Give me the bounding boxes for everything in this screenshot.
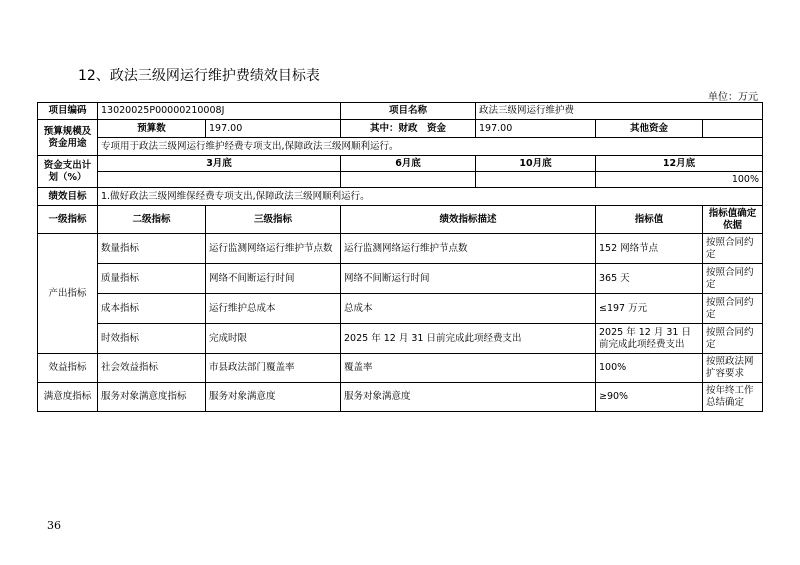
col-header-description: 绩效指标描述 [341,206,596,234]
plan-label: 资金支出计划（%） [38,156,98,188]
finance-fund-value: 197.00 [476,120,596,138]
table-row [38,234,763,264]
plan-m10-value [476,172,596,188]
indicator-value: 152 网络节点 [596,234,703,264]
indicator-basis: 按照合同约定 [703,234,763,264]
col-header-level3: 三级指标 [206,206,341,234]
indicator-level3: 完成时限 [206,324,341,354]
indicator-level3: 网络不间断运行时间 [206,264,341,294]
budget-amount-value: 197.00 [206,120,341,138]
col-header-value: 指标值 [596,206,703,234]
indicator-description: 网络不间断运行时间 [341,264,596,294]
plan-m6-value [341,172,476,188]
other-fund-label: 其他资金 [596,120,703,138]
performance-table [37,102,763,412]
col-header-level1: 一级指标 [38,206,98,234]
indicator-value: 100% [596,354,703,383]
project-name-label: 项目名称 [341,103,476,120]
satisfaction-level1: 满意度指标 [38,383,98,412]
table-row [38,383,763,412]
finance-fund-label: 其中：财政 资金 [341,120,476,138]
budget-usage: 专项用于政法三级网运行维护经费专项支出,保障政法三级网顺利运行。 [98,138,763,156]
indicator-description: 服务对象满意度 [341,383,596,412]
indicator-description: 运行监测网络运行维护节点数 [341,234,596,264]
indicator-basis: 按照合同约定 [703,324,763,354]
table-row [38,294,763,324]
indicator-level2: 时效指标 [98,324,206,354]
other-fund-value [703,120,763,138]
indicator-value: 365 天 [596,264,703,294]
plan-m3-value [98,172,341,188]
page-number: 36 [47,519,61,532]
benefit-level1: 效益指标 [38,354,98,383]
plan-m6-label: 6月底 [341,156,476,172]
table-row [38,354,763,383]
plan-m12-value: 100% [596,172,763,188]
goal-label: 绩效目标 [38,188,98,206]
indicator-level2: 服务对象满意度指标 [98,383,206,412]
indicator-basis: 按照合同约定 [703,264,763,294]
indicator-basis: 按年终工作总结确定 [703,383,763,412]
col-header-level2: 二级指标 [98,206,206,234]
indicator-level2: 成本指标 [98,294,206,324]
indicator-basis: 按照政法网扩容要求 [703,354,763,383]
indicator-description: 总成本 [341,294,596,324]
plan-m10-label: 10月底 [476,156,596,172]
project-code-label: 项目编码 [38,103,98,120]
goal-text: 1.做好政法三级网维保经费专项支出,保障政法三级网顺利运行。 [98,188,763,206]
indicator-level3: 市县政法部门覆盖率 [206,354,341,383]
indicator-value: ≥90% [596,383,703,412]
project-name-value: 政法三级网运行维护费 [476,103,763,120]
indicator-value: ≤197 万元 [596,294,703,324]
col-header-basis: 指标值确定依据 [703,206,763,234]
unit-label: 单位：万元 [708,92,758,103]
budget-label: 预算规模及资金用途 [38,120,98,156]
indicator-description: 覆盖率 [341,354,596,383]
indicator-basis: 按照合同约定 [703,294,763,324]
table-row [38,264,763,294]
indicator-level2: 社会效益指标 [98,354,206,383]
output-level1: 产出指标 [38,234,98,354]
indicator-level3: 服务对象满意度 [206,383,341,412]
budget-amount-label: 预算数 [98,120,206,138]
project-code-value: 13020025P00000210008J [98,103,341,120]
page-title: 12、政法三级网运行维护费绩效目标表 [78,68,320,84]
plan-m12-label: 12月底 [596,156,763,172]
indicator-level2: 数量指标 [98,234,206,264]
indicator-value: 2025 年 12 月 31 日前完成此项经费支出 [596,324,703,354]
indicator-description: 2025 年 12 月 31 日前完成此项经费支出 [341,324,596,354]
indicator-level3: 运行维护总成本 [206,294,341,324]
plan-m3-label: 3月底 [98,156,341,172]
indicator-level2: 质量指标 [98,264,206,294]
indicator-level3: 运行监测网络运行维护节点数 [206,234,341,264]
table-row [38,324,763,354]
